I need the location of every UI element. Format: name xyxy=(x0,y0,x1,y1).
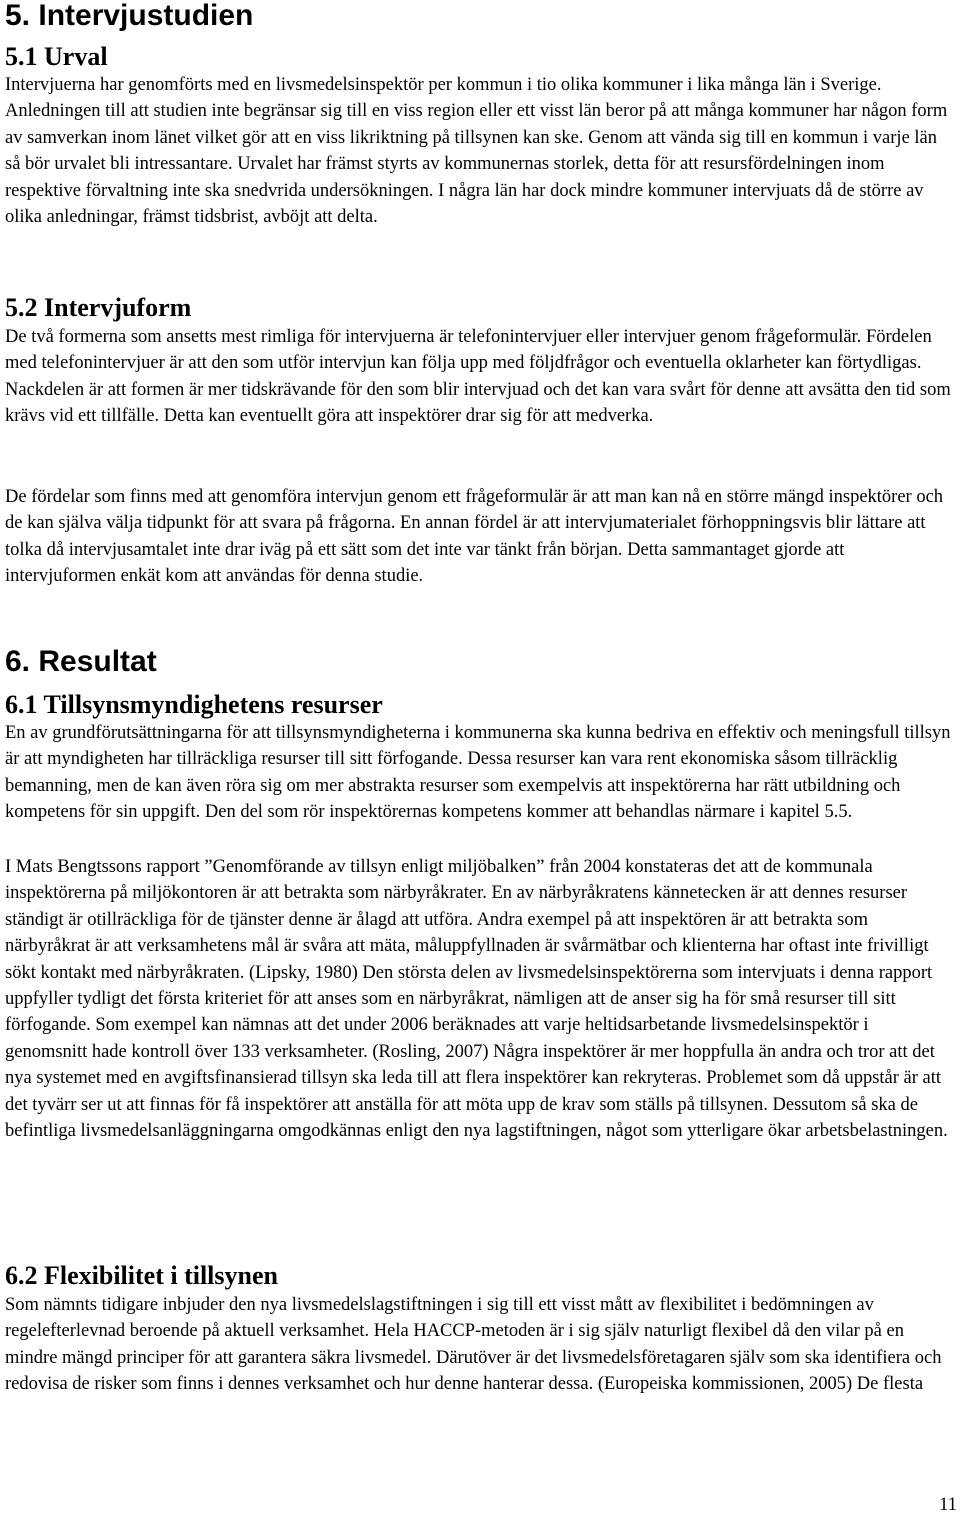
section-6-1-paragraph-1: En av grundförutsättningarna för att tillsynsmyndigheterna i kommunerna ska kunna bedriva en effektiv och meningsfull tillsyn är att myndigheten har tillräckliga resurser till sitt förfogande. Dessa resurser kan vara rent ekonomiska såsom tillräcklig bemanning, men de kan även röra sig om mer abstrakta resurser som exempelvis att inspektörerna har rätt utbildning och kompetens för sin uppgift. Den del som rör inspektörernas kompetens kommer att behandlas närmare i kapitel 5.5. xyxy=(5,723,951,823)
section-5-2-paragraph-1: De två formerna som ansetts mest rimliga för intervjuerna är telefonintervjuer eller intervjuer genom frågeformulär. Fördelen med telefonintervjuer är att den som utför intervjun kan följa upp med följdfrågor och eventuella oklarheter kan förtydligas. Nackdelen är att formen är mer tidskrävande för den som blir intervjuad och det kan vara svårt för denne att avsätta den tid som krävs vid ett tillfälle. Detta kan eventuellt göra att inspektörer drar sig för att medverka. xyxy=(5,327,951,427)
section-6-heading: 6. Resultat xyxy=(5,645,157,678)
section-5-1-heading: 5.1 Urval xyxy=(5,42,108,71)
section-5-2-paragraph-2: De fördelar som finns med att genomföra intervjun genom ett frågeformulär är att man kan nå en större mängd inspektörer och de kan själva välja tidpunkt för att svara på frågorna. En annan fördel är att intervjumaterialet förhoppningsvis blir lättare att tolka då intervjusamtalet inte drar iväg på ett sätt som det inte var tänkt från början. Detta sammantaget gjorde att intervjuformen enkät kom att användas för denna studie. xyxy=(5,487,944,587)
section-6-1-paragraph-2: I Mats Bengtssons rapport ”Genomförande av tillsyn enligt miljöbalken” från 2004 konstateras det att de kommunala inspektörerna på miljökontoren är att betrakta som närbyråkrater. En av närbyråkratens kännetecken är att dennes resurser ständigt är otillräckliga för de tjänster denne är ålagd att utföra. Andra exempel på att inspektören är att betrakta som närbyråkrat är att verksamhetens mål är svåra att mäta, måluppfyllnaden är svårmätbar och klienterna har oftast inte frivilligt sökt kontakt med närbyråkraten. (Lipsky, 1980) Den största delen av livsmedelsinspektörerna som intervjuats i denna rapport uppfyller tydligt det första kriteriet för att anses som en närbyråkrat, nämligen att de anser sig ha för små resurser till sitt förfogande. Som exempel kan nämnas att det under 2006 beräknades att varje heltidsarbetande livsmedelsinspektör i genomsnitt hade kontroll över 133 verksamheter. (Rosling, 2007) Några inspektörer är mer hoppfulla än andra och tror att det nya systemet med en avgiftsfinansierad tillsyn ska leda till att flera inspektörer kan rekryteras. Problemet som då uppstår är att det tyvärr ser ut att finnas för få inspektörer att anställa för att möta upp de krav som ställs på tillsynen. Dessutom så ska de befintliga livsmedelsanläggningarna omgodkännas enligt den nya lagstiftningen, något som ytterligare ökar arbetsbelastningen. xyxy=(5,857,948,1142)
section-6-2-heading: 6.2 Flexibilitet i tillsynen xyxy=(5,1261,278,1290)
section-5-1-paragraph-1: Intervjuerna har genomförts med en livsmedelsinspektör per kommun i tio olika kommuner i lika många län i Sverige. Anledningen till att studien inte begränsar sig till en viss region eller ett visst län beror på att många kommuner har någon form av samverkan inom länet vilket gör att en viss likriktning på tillsynen kan ske. Genom att vända sig till en kommun i varje län så bör urvalet bli intressantare. Urvalet har främst styrts av kommunernas storlek, detta för att resursfördelningen inom respektive förvaltning inte ska snedvrida undersökningen. I några län har dock mindre kommuner intervjuats då de större av olika anledningar, främst tidsbrist, avböjt att delta. xyxy=(5,75,948,228)
section-5-heading: 5. Intervjustudien xyxy=(5,0,254,32)
section-5-2-heading: 5.2 Intervjuform xyxy=(5,293,192,322)
section-6-1-heading: 6.1 Tillsynsmyndighetens resurser xyxy=(5,690,383,719)
section-6-2-paragraph-1: Som nämnts tidigare inbjuder den nya livsmedelslagstiftningen i sig till ett visst mått av flexibilitet i bedömningen av regelefterlevnad beroende på aktuell verksamhet. Hela HACCP-metoden är i sig själv naturligt flexibel då den vilar på en mindre mängd principer för att garantera säkra livsmedel. Därutöver är det livsmedelsföretagaren själv som ska identifiera och redovisa de risker som finns i dennes verksamhet och hur denne hanterar dessa. (Europeiska kommissionen, 2005) De flesta xyxy=(5,1295,942,1395)
page-number: 11 xyxy=(939,1495,957,1515)
